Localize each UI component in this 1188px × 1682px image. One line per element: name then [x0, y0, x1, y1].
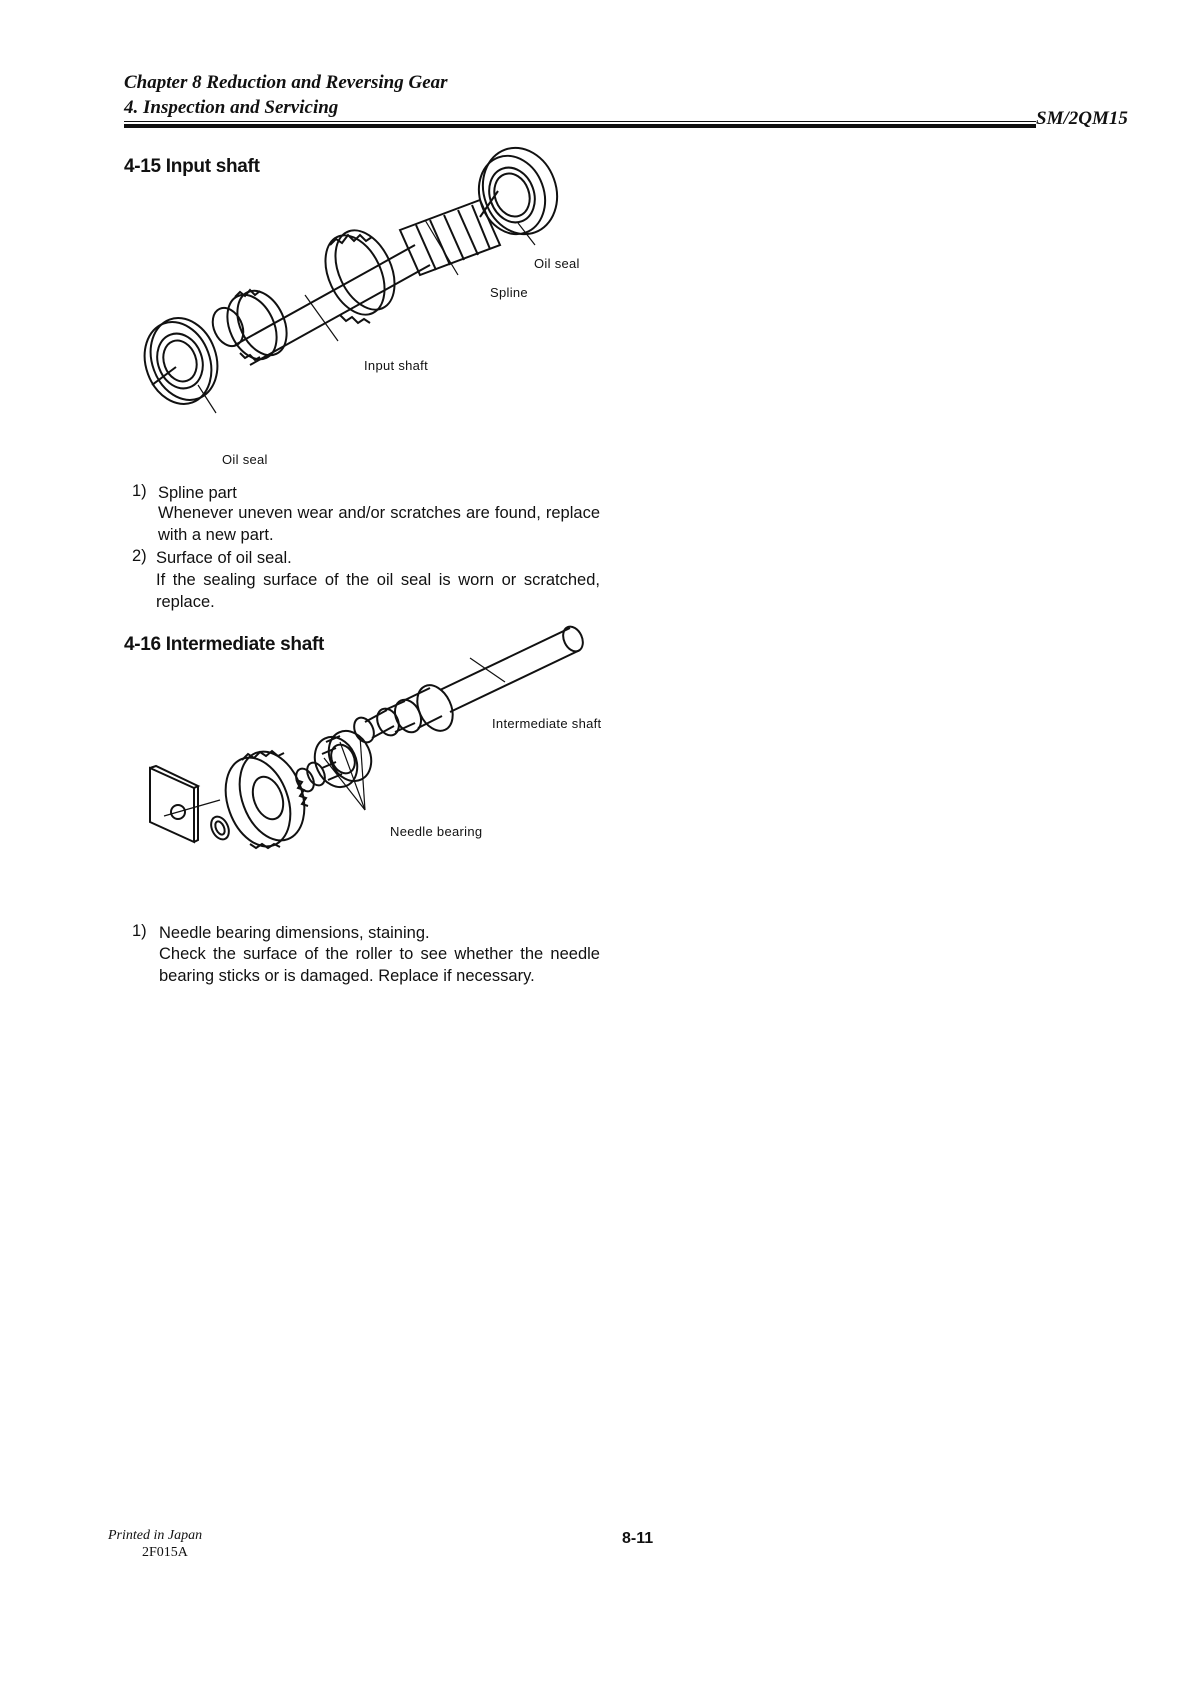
item-title: Spline part [158, 484, 237, 502]
label-input-shaft: Input shaft [364, 358, 429, 373]
label-spline: Spline [490, 285, 528, 300]
intermediate-shaft-figure [150, 630, 620, 910]
needle-bearing-icon [293, 724, 379, 794]
header-rule [124, 124, 1036, 128]
label-needle-bearing: Needle bearing [390, 824, 483, 839]
washer-icon [208, 814, 233, 843]
label-oil-seal-bottom: Oil seal [222, 452, 268, 467]
input-shaft-icon [207, 200, 500, 367]
section-heading-input-shaft: 4-15 Input shaft [124, 156, 260, 177]
item-number: 1) [132, 482, 147, 500]
printed-in-japan: Printed in Japan [108, 1528, 203, 1543]
item-number: 2) [132, 547, 147, 565]
input-shaft-figure [140, 145, 610, 455]
lock-plate-icon [150, 766, 198, 842]
label-oil-seal-top: Oil seal [534, 256, 580, 271]
item-number: 1) [132, 922, 147, 940]
model-code: SM/2QM15 [1036, 108, 1128, 129]
chapter-title: Chapter 8 Reduction and Reversing Gear [124, 72, 448, 93]
label-intermediate-shaft: Intermediate shaft [492, 716, 602, 731]
item-body: If the sealing surface of the oil seal is worn or scratched, replace. [156, 571, 600, 611]
gear-icon [214, 743, 316, 856]
header-rule-thin [124, 121, 1036, 122]
oil-seal-top-icon [468, 137, 569, 244]
item-body: Whenever uneven wear and/or scratches are found, replace with a new part. [158, 504, 600, 544]
item-body: Check the surface of the roller to see whether the needle bearing sticks or is damaged. Replace if necessary. [159, 945, 600, 985]
document-code: 2F015A [142, 1545, 188, 1560]
item-title: Surface of oil seal. [156, 549, 292, 567]
item-title: Needle bearing dimensions, staining. [159, 924, 430, 942]
oil-seal-bottom-icon [134, 309, 229, 414]
page-number: 8-11 [622, 1530, 654, 1547]
section-title: 4. Inspection and Servicing [124, 97, 339, 118]
section-heading-intermediate-shaft: 4-16 Intermediate shaft [124, 634, 325, 655]
